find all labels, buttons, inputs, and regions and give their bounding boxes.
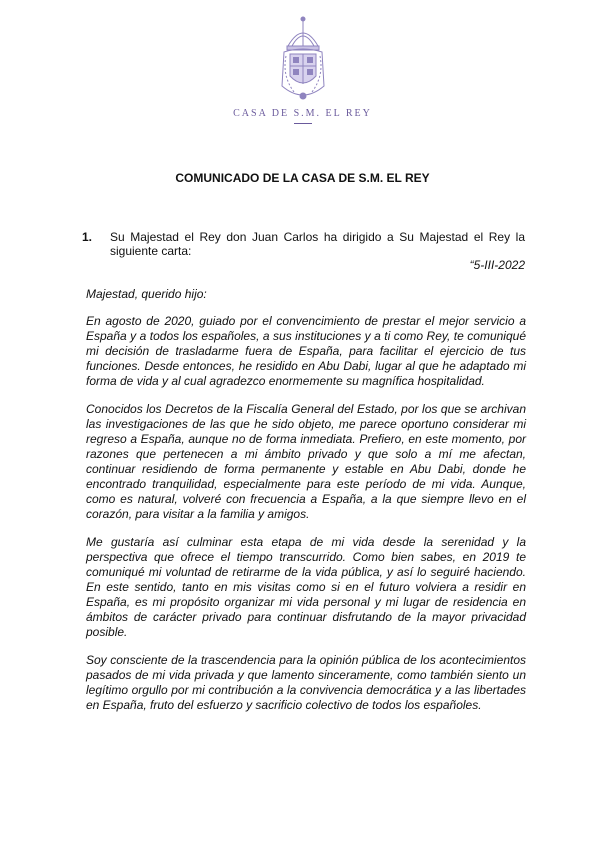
letter-paragraph: En agosto de 2020, guiado por el convencimiento de prestar el mejor servicio a España y a todos los españoles, a sus instituciones y a ti como Rey, te comuniqué mi decisión de trasladarme fuera de España, para facilitar el ejercicio de tus funciones. Desde entonces, he residido en Abu Dabi, lugar al que he adaptado mi forma de vida y al cual agradezco enormemente su magnífica hospitalidad. <box>86 314 526 388</box>
letter-date: “5-III-2022 <box>469 258 525 272</box>
royal-crest-icon <box>274 16 332 102</box>
item-number: 1. <box>82 230 93 244</box>
letter-paragraph: Soy consciente de la trascendencia para la opinión pública de los acontecimientos pasados de mi vida privada y que lamento sinceramente, como también siento un legítimo orgullo por mi contribución a la convivencia democrática y a las libertades en España, fruto del esfuerzo y sacrificio colectivo de todos los españoles. <box>86 653 526 712</box>
letter-paragraph: Me gustaría así culminar esta etapa de mi vida desde la serenidad y la perspectiva que ofrece el tiempo transcurrido. Como bien sabes, en 2019 te comuniqué mi voluntad de retirarme de la vida pública, y así lo seguiré haciendo. En este sentido, tanto en mis visitas como si en el futuro volviera a residir en España, es mi propósito organizar mi vida personal y mi lugar de residencia en ámbitos de carácter privado para continuar disfrutando de la mayor privacidad posible. <box>86 535 526 639</box>
letter-body <box>86 287 526 726</box>
intro-text: Su Majestad el Rey don Juan Carlos ha dirigido a Su Majestad el Rey la siguiente carta: <box>110 230 525 258</box>
house-name: CASA DE S.M. EL REY <box>233 108 372 119</box>
document-title: COMUNICADO DE LA CASA DE S.M. EL REY <box>175 171 430 185</box>
letter-paragraph: Conocidos los Decretos de la Fiscalía General del Estado, por los que se archivan las investigaciones de las que he sido objeto, me parece oportuno considerar mi regreso a España, aunque no de forma inmediata. Prefiero, en este momento, por razones que pertenecen a mi ámbito privado y que solo a mí me afectan, continuar residiendo de forma permanente y estable en Abu Dabi, donde he encontrado tranquilidad, especialmente para este período de mi vida. Aunque, como es natural, volveré con frecuencia a España, a la que siempre llevo en el corazón, para visitar a la familia y amigos. <box>86 402 526 521</box>
house-divider <box>294 123 312 124</box>
letter-greeting: Majestad, querido hijo: <box>86 287 207 301</box>
